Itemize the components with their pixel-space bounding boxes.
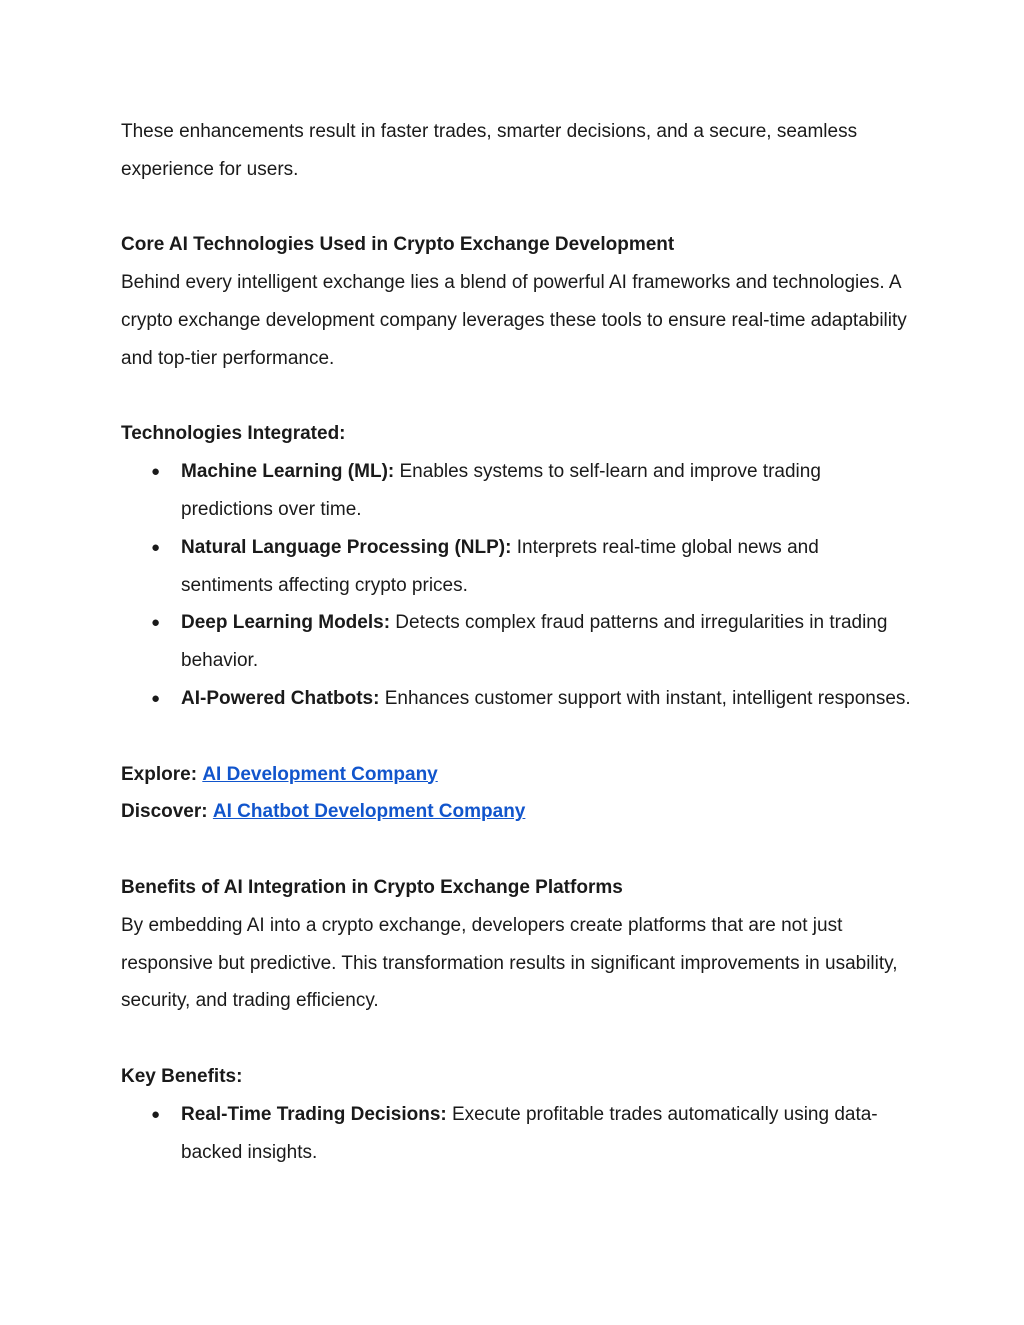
explore-label: Explore: [121, 763, 198, 785]
bullet-icon: ● [151, 463, 161, 481]
bullet-icon: ● [151, 1105, 161, 1123]
list-item-term: Real-Time Trading Decisions: [181, 1103, 447, 1125]
list-item-term: Machine Learning (ML): [181, 461, 395, 483]
bullet-icon: ● [151, 538, 161, 556]
discover-line [121, 793, 911, 831]
technologies-heading: Technologies Integrated: [121, 423, 346, 445]
list-item-term: AI-Powered Chatbots: [181, 687, 380, 709]
key-benefits-heading: Key Benefits: [121, 1065, 243, 1087]
explore-line [121, 756, 911, 794]
list-item-desc: Interprets real-time global news and sentiments affecting crypto prices. [181, 536, 819, 596]
core-ai-paragraph: Behind every intelligent exchange lies a blend of powerful AI frameworks and technologies. A crypto exchange development company leverages these tools to ensure real-time adaptability and top-tier performance. [121, 272, 907, 369]
list-item [121, 1096, 911, 1172]
spacer [121, 1020, 911, 1058]
spacer [121, 378, 911, 416]
list-item [121, 453, 911, 529]
list-item-desc: Detects complex fraud patterns and irregularities in trading behavior. [181, 612, 888, 672]
spacer [121, 718, 911, 756]
list-item-desc: Enhances customer support with instant, intelligent responses. [379, 687, 911, 709]
spacer [121, 189, 911, 227]
spacer [121, 831, 911, 869]
list-item-term: Deep Learning Models: [181, 612, 391, 634]
document-page [121, 113, 911, 1171]
technologies-list [121, 453, 911, 718]
bullet-icon: ● [151, 689, 161, 707]
list-item-term: Natural Language Processing (NLP): [181, 536, 512, 558]
key-benefits-list [121, 1096, 911, 1172]
bullet-icon: ● [151, 614, 161, 632]
benefits-paragraph: By embedding AI into a crypto exchange, developers create platforms that are not just responsive but predictive. This transformation results in significant improvements in usability, security, and trading efficiency. [121, 914, 898, 1012]
ai-chatbot-development-company-link[interactable]: AI Chatbot Development Company [212, 801, 526, 823]
core-ai-heading: Core AI Technologies Used in Crypto Exchange Development [121, 234, 675, 256]
ai-development-company-link[interactable]: AI Development Company [202, 763, 438, 785]
list-item [121, 680, 911, 718]
discover-label: Discover: [121, 801, 208, 823]
benefits-heading: Benefits of AI Integration in Crypto Exchange Platforms [121, 876, 623, 898]
list-item [121, 604, 911, 680]
list-item [121, 529, 911, 605]
intro-paragraph: These enhancements result in faster trades, smarter decisions, and a secure, seamless experience for users. [121, 121, 858, 180]
list-item-desc: Enables systems to self-learn and improve trading predictions over time. [181, 461, 821, 520]
list-item-desc: Execute profitable trades automatically using data-backed insights. [181, 1103, 878, 1163]
